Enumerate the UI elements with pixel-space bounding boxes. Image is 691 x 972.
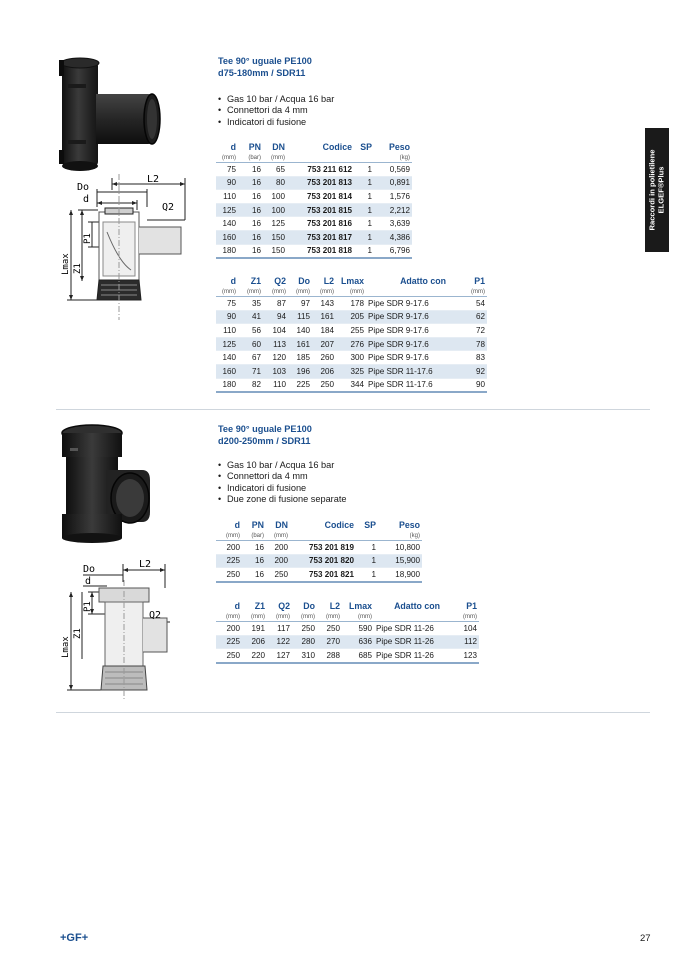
table-row	[216, 622, 479, 636]
section-divider	[56, 712, 650, 713]
table-cell: 1	[356, 568, 378, 582]
feature-list-1	[218, 94, 334, 128]
table-cell: 115	[288, 310, 312, 324]
table-cell: 35	[238, 297, 263, 311]
label-d: d	[85, 576, 92, 587]
table-cell: 280	[292, 635, 317, 649]
feature-list-2	[218, 460, 347, 506]
table-cell: 1	[356, 554, 378, 568]
table-cell: 288	[317, 649, 342, 663]
page-number: 27	[640, 933, 651, 944]
table-cell: 206	[312, 364, 336, 378]
table-cell: Pipe SDR 9-17.6	[366, 324, 448, 338]
label-p1: P1	[83, 233, 93, 244]
table-row	[216, 568, 422, 582]
tee-product-photo-2	[56, 422, 156, 544]
table-cell: 207	[312, 337, 336, 351]
table-cell: 90	[448, 378, 487, 392]
code-table-2: d PN DN Codice SP Peso (mm) (bar) (mm) (kg) 200 16 200 753 201 819 1 10,800 225 16 200 753 201 820 1 15,900 250 16 250 753 201 821 1 18,900	[216, 519, 422, 583]
list-item: • Gas 10 bar / Acqua 16 bar	[218, 94, 334, 105]
table-row	[216, 230, 412, 244]
table-cell: 270	[317, 635, 342, 649]
table-cell: 3,639	[374, 217, 412, 231]
table-cell: 250	[216, 568, 242, 582]
label-q2: Q2	[162, 202, 175, 213]
table-row	[216, 541, 422, 555]
label-z1: Z1	[73, 263, 83, 274]
table-cell: 120	[263, 351, 288, 365]
table-cell: 54	[448, 297, 487, 311]
section-divider	[56, 409, 650, 410]
table-cell: 161	[312, 310, 336, 324]
table-cell: 15,900	[378, 554, 422, 568]
table-cell: 67	[238, 351, 263, 365]
table-cell: 104	[442, 622, 479, 636]
table-cell: 16	[238, 203, 263, 217]
label-z1: Z1	[73, 628, 83, 639]
label-do: Do	[83, 564, 96, 575]
table-cell: 97	[288, 297, 312, 311]
table-cell: 112	[442, 635, 479, 649]
table-cell: 220	[242, 649, 267, 663]
table-cell: 753 201 819	[290, 541, 356, 555]
label-l2: L2	[147, 174, 160, 185]
table-cell: 10,800	[378, 541, 422, 555]
table-cell: 150	[263, 230, 287, 244]
tee-dimension-drawing-2	[55, 554, 205, 704]
table-cell: Pipe SDR 9-17.6	[366, 351, 448, 365]
table-cell: 180	[216, 378, 238, 392]
table-cell: 1	[354, 163, 374, 177]
table-cell: 753 201 817	[287, 230, 354, 244]
table-cell: 753 211 612	[287, 163, 354, 177]
label-lmax: Lmax	[61, 636, 71, 658]
table-cell: 18,900	[378, 568, 422, 582]
table-cell: 4,386	[374, 230, 412, 244]
table-cell: 1	[354, 203, 374, 217]
table-cell: 78	[448, 337, 487, 351]
table-cell: 110	[216, 324, 238, 338]
table-cell: 140	[216, 351, 238, 365]
table-cell: 178	[336, 297, 366, 311]
table-cell: Pipe SDR 11-26	[374, 635, 442, 649]
table-cell: Pipe SDR 11-26	[374, 622, 442, 636]
label-p1: P1	[83, 601, 93, 612]
gf-logo: +GF+	[60, 932, 89, 944]
table-cell: 255	[336, 324, 366, 338]
table-cell: 16	[242, 554, 266, 568]
table-cell: 41	[238, 310, 263, 324]
table-cell: 325	[336, 364, 366, 378]
dimension-table-2: d Z1 Q2 Do L2 Lmax Adatto con P1 (mm) (mm) (mm) (mm) (mm) (mm) (mm) 200 191 117 250 250 590 Pipe SDR 11-26 104 225 206 122 280 270 636 Pipe SDR 11-26 112 250 220 127 310 288 685 Pipe SDR 11-26 123	[216, 600, 479, 664]
table-cell: 103	[263, 364, 288, 378]
list-item: • Indicatori di fusione	[218, 117, 334, 128]
table-row	[216, 297, 487, 311]
table-row	[216, 244, 412, 258]
table-cell: 104	[263, 324, 288, 338]
table-row	[216, 310, 487, 324]
table-cell: 123	[442, 649, 479, 663]
table-cell: 140	[216, 217, 238, 231]
table-cell: 310	[292, 649, 317, 663]
table-cell: 590	[342, 622, 374, 636]
table-cell: 0,891	[374, 176, 412, 190]
table-cell: 1	[354, 190, 374, 204]
table-row	[216, 649, 479, 663]
table-cell: 60	[238, 337, 263, 351]
table-cell: 753 201 818	[287, 244, 354, 258]
table-cell: 117	[267, 622, 292, 636]
table-cell: 205	[336, 310, 366, 324]
table-cell: 200	[266, 541, 290, 555]
table-cell: 1	[356, 541, 378, 555]
code-table-1: d PN DN Codice SP Peso (mm) (bar) (mm) (kg) 75 16 65 753 211 612 1 0,569 90 16 80 753 201 813 1 0,891 110 16 100 753 201 814 1 1,576 125 16 100 753 201 815 1 2,212 140 16 125 753 201 816 1 3,639 160 16 150 753 201 817 1 4,386 180 16 150 753 201 818 1 6,796	[216, 141, 412, 259]
table-cell: 94	[263, 310, 288, 324]
table-row	[216, 324, 487, 338]
table-cell: 71	[238, 364, 263, 378]
table-cell: 191	[242, 622, 267, 636]
dimension-table-1: d Z1 Q2 Do L2 Lmax Adatto con P1 (mm) (mm) (mm) (mm) (mm) (mm) (mm) 75 35 87 97 143 178 Pipe SDR 9-17.6 54 90 41 94 115 161 205 Pipe SDR 9-17.6 62 110 56 104 140 184 255 Pipe SDR 9-17.6 72 125 60 113 161 207 276 Pipe SDR 9-17.6 78 140 67 120 185 260 300 Pipe SDR 9-17.6 83 160 71 103 196 206 325 Pipe SDR 11-17.6 92 180 82 110 225 250 344 Pipe SDR 11-17.6 90	[216, 275, 487, 393]
table-cell: 72	[448, 324, 487, 338]
table-cell: 87	[263, 297, 288, 311]
table-row	[216, 364, 487, 378]
table-cell: 225	[216, 635, 242, 649]
table-cell: 1	[354, 176, 374, 190]
table-cell: 753 201 820	[290, 554, 356, 568]
table-cell: 160	[216, 364, 238, 378]
table-cell: 250	[317, 622, 342, 636]
table-cell: 16	[238, 190, 263, 204]
list-item: • Connettori da 4 mm	[218, 471, 347, 482]
table-row	[216, 351, 487, 365]
table-cell: 196	[288, 364, 312, 378]
table-cell: 753 201 814	[287, 190, 354, 204]
table-cell: 100	[263, 190, 287, 204]
table-cell: Pipe SDR 9-17.6	[366, 310, 448, 324]
table-cell: 206	[242, 635, 267, 649]
side-tab-label: Raccordi in polietilene ELGEF®Plus	[647, 149, 665, 231]
table-cell: 80	[263, 176, 287, 190]
table-cell: 16	[238, 176, 263, 190]
list-item: • Due zone di fusione separate	[218, 494, 347, 505]
table-row	[216, 163, 412, 177]
table-cell: 344	[336, 378, 366, 392]
table-cell: 753 201 815	[287, 203, 354, 217]
table-cell: 2,212	[374, 203, 412, 217]
table-cell: 636	[342, 635, 374, 649]
table-cell: Pipe SDR 11-26	[374, 649, 442, 663]
table-row	[216, 203, 412, 217]
label-do: Do	[77, 182, 90, 193]
tee-product-photo-1	[56, 56, 168, 174]
table-cell: 100	[263, 203, 287, 217]
table-cell: 1,576	[374, 190, 412, 204]
table-row	[216, 176, 412, 190]
table-cell: 300	[336, 351, 366, 365]
table-cell: 1	[354, 230, 374, 244]
table-cell: 90	[216, 310, 238, 324]
table-cell: 161	[288, 337, 312, 351]
list-item: • Indicatori di fusione	[218, 483, 347, 494]
table-cell: 83	[448, 351, 487, 365]
table-cell: 90	[216, 176, 238, 190]
table-row	[216, 554, 422, 568]
table-cell: 92	[448, 364, 487, 378]
table-cell: 260	[312, 351, 336, 365]
table-cell: 1	[354, 217, 374, 231]
table-cell: 1	[354, 244, 374, 258]
table-cell: 200	[216, 622, 242, 636]
label-lmax: Lmax	[61, 253, 71, 275]
table-cell: 143	[312, 297, 336, 311]
table-cell: 16	[242, 568, 266, 582]
table-cell: 113	[263, 337, 288, 351]
table-cell: 0,569	[374, 163, 412, 177]
table-cell: 62	[448, 310, 487, 324]
table-cell: 75	[216, 163, 238, 177]
table-cell: 250	[216, 649, 242, 663]
table-cell: 225	[288, 378, 312, 392]
table-cell: 276	[336, 337, 366, 351]
table-cell: 110	[263, 378, 288, 392]
table-cell: 122	[267, 635, 292, 649]
table-cell: 56	[238, 324, 263, 338]
table-cell: 125	[216, 337, 238, 351]
table-cell: 16	[238, 230, 263, 244]
tee-dimension-drawing-1	[55, 172, 195, 324]
product-title-1: Tee 90° uguale PE100 d75-180mm / SDR11	[218, 56, 312, 78]
table-cell: 127	[267, 649, 292, 663]
table-cell: 16	[238, 244, 263, 258]
table-cell: 685	[342, 649, 374, 663]
table-cell: 75	[216, 297, 238, 311]
section-side-tab	[645, 128, 669, 252]
product-title-2: Tee 90° uguale PE100 d200-250mm / SDR11	[218, 424, 312, 446]
list-item: • Gas 10 bar / Acqua 16 bar	[218, 460, 347, 471]
table-cell: 250	[266, 568, 290, 582]
table-cell: Pipe SDR 9-17.6	[366, 337, 448, 351]
table-cell: 6,796	[374, 244, 412, 258]
table-row	[216, 217, 412, 231]
table-cell: Pipe SDR 11-17.6	[366, 378, 448, 392]
table-cell: 125	[263, 217, 287, 231]
table-cell: 180	[216, 244, 238, 258]
label-q2: Q2	[149, 610, 162, 621]
table-cell: 82	[238, 378, 263, 392]
table-cell: 250	[312, 378, 336, 392]
table-cell: 185	[288, 351, 312, 365]
table-row	[216, 378, 487, 392]
list-item: • Connettori da 4 mm	[218, 105, 334, 116]
table-cell: 110	[216, 190, 238, 204]
table-cell: Pipe SDR 9-17.6	[366, 297, 448, 311]
table-cell: 65	[263, 163, 287, 177]
table-row	[216, 635, 479, 649]
table-cell: 184	[312, 324, 336, 338]
table-cell: 16	[242, 541, 266, 555]
table-cell: 160	[216, 230, 238, 244]
table-cell: 753 201 816	[287, 217, 354, 231]
table-cell: 753 201 813	[287, 176, 354, 190]
table-row	[216, 337, 487, 351]
label-l2: L2	[139, 559, 152, 570]
table-cell: 200	[216, 541, 242, 555]
table-cell: 16	[238, 217, 263, 231]
table-cell: 16	[238, 163, 263, 177]
table-cell: 753 201 821	[290, 568, 356, 582]
table-cell: 125	[216, 203, 238, 217]
table-row	[216, 190, 412, 204]
table-cell: 225	[216, 554, 242, 568]
table-cell: 150	[263, 244, 287, 258]
table-cell: 140	[288, 324, 312, 338]
table-cell: 250	[292, 622, 317, 636]
table-cell: 200	[266, 554, 290, 568]
table-cell: Pipe SDR 11-17.6	[366, 364, 448, 378]
label-d: d	[83, 194, 90, 205]
